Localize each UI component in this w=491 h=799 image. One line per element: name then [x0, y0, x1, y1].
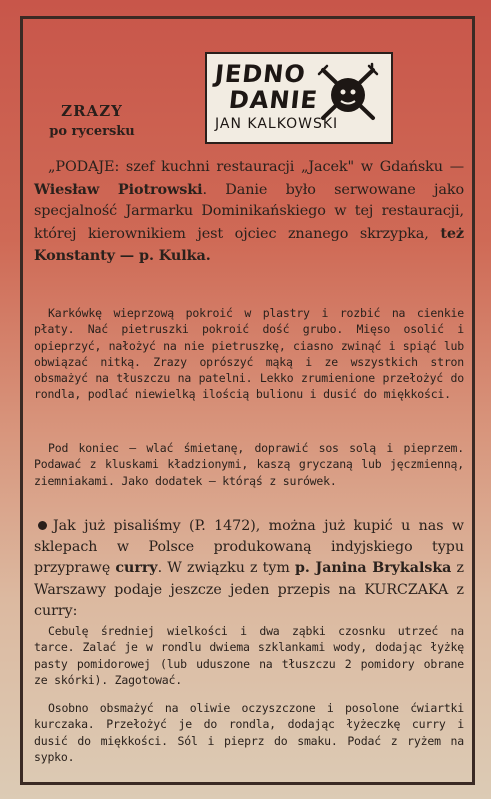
second-paragraph	[34, 516, 464, 622]
recipe-text-3: Cebulę średniej wielkości i dwa ząbki czosnku utrzeć na tarce. Zalać je w rondlu dwiema szklankami wody, dodając łyżkę pasty pomidorowej (lub uduszone na tłuszczu 2 pomidory obrane ze skórki). Zagotować.	[34, 624, 464, 687]
spice-name: curry	[115, 560, 158, 577]
recipe-paragraph-2	[34, 440, 464, 489]
intro-text-3: .	[205, 247, 211, 265]
dish-title	[42, 102, 142, 139]
recipe-paragraph-4	[34, 700, 464, 765]
logo-line-1: JEDNO	[213, 60, 308, 88]
logo-author: JAN KALKOWSKI	[215, 116, 339, 132]
second-text-2: . W związku z tym	[157, 560, 296, 577]
intro-text-1: „PODAJE: szef kuchni restauracji „Jacek" w Gdańsku —	[48, 159, 464, 175]
violinist-name: też Konstanty — p. Kulka	[34, 224, 464, 265]
recipe-text-1: Karkówkę wieprzową pokroić w plastry i rozbić na cienkie płaty. Nać pietruszki pokroić dość grubo. Mięso osolić i opieprzyć, nałożyć na nie pietruszkę, ciasno zwinąć i spiąć lub obwiązać nitką. Zrazy oprószyć mąką i ze wszystkich stron obsmażyć na tłuszczu na patelni. Lekko zrumienione przełożyć do rondla, podlać niewielką ilością bulionu i dusić do miękkości.	[34, 306, 464, 402]
recipe-paragraph-3	[34, 623, 464, 688]
bullet-icon	[38, 521, 47, 530]
dish-subtitle: po rycersku	[49, 124, 135, 139]
recipe-text-2: Pod koniec — wlać śmietanę, doprawić sos solą i pieprzem. Podawać z kluskami kładzionymi, kaszą gryczaną lub jęczmienną, ziemniakami. Jako dodatek — którąś z surówek.	[34, 441, 464, 488]
intro-text-2: . Danie było serwowane jako specjalność Jarmarku Dominikańskiego w tej restauracji, której kierownikiem jest ojciec znanego skrzypka,	[34, 181, 465, 242]
column-logo	[205, 52, 393, 144]
chef-name: Wiesław Piotrowski	[34, 180, 203, 198]
recipe-paragraph-1	[34, 305, 464, 403]
logo-line-2: DANIE	[227, 86, 320, 114]
crossed-cutlery-icon	[317, 62, 379, 124]
second-text-3: z Warszawy podaje jeszcze jeden przepis na KURCZAKA z curry:	[34, 560, 464, 619]
reader-name: p. Janina Brykalska	[295, 560, 452, 577]
recipe-text-4: Osobno obsmażyć na oliwie oczyszczone i posolone ćwiartki kurczaka. Przełożyć je do rondla, dodając łyżeczkę curry i dusić do miękkości. Sól i pieprz do smaku. Podać z ryżem na sypko.	[34, 701, 464, 764]
second-text-1: Jak już pisaliśmy (P. 1472), można już kupić u nas w sklepach w Polsce produkowaną indyjskiego typu przyprawę	[34, 518, 464, 577]
dish-name: ZRAZY	[61, 102, 123, 120]
intro-paragraph	[34, 157, 464, 268]
